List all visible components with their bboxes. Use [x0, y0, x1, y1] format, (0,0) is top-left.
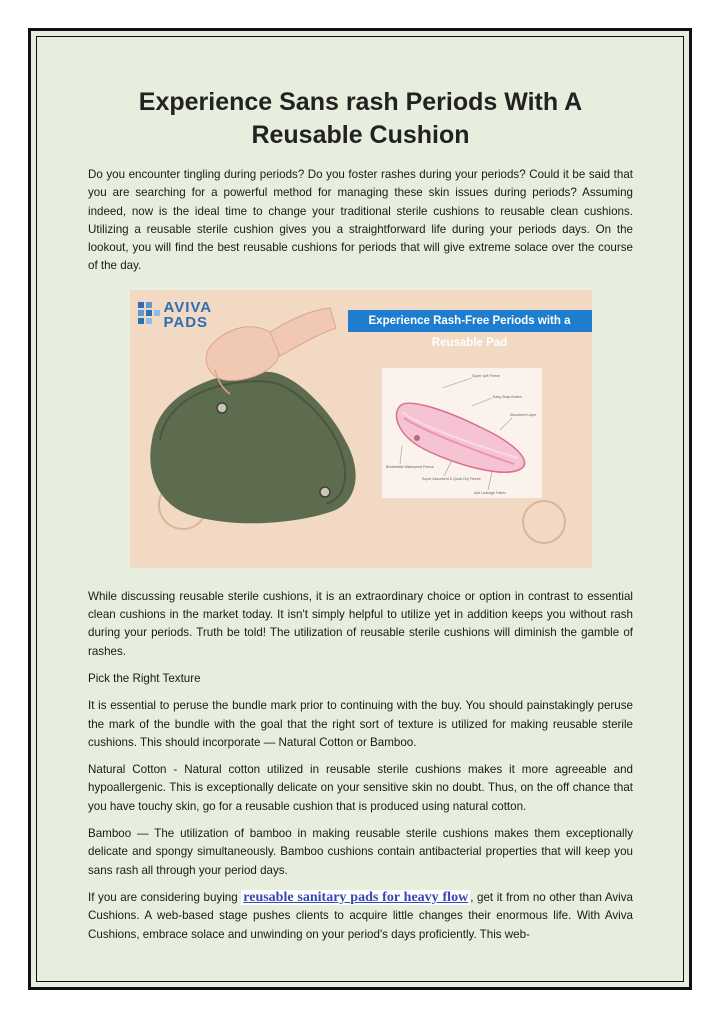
section-heading: Pick the Right Texture — [88, 671, 201, 685]
hero-banner: Experience Rash-Free Periods with a Reusable Pad — [348, 310, 592, 332]
logo-squares-icon — [138, 302, 160, 332]
pad-layers-diagram — [382, 368, 542, 498]
decorative-circle — [522, 500, 566, 544]
aviva-pads-logo — [138, 300, 224, 334]
closing-paragraph — [88, 889, 633, 944]
product-link[interactable]: reusable sanitary pads for heavy flow — [243, 889, 469, 905]
document-content — [88, 86, 633, 953]
closing-text-start: If you are considering buying — [88, 890, 242, 904]
diagram-label: Absorbent Layer — [509, 412, 536, 417]
body-paragraph: It is essential to peruse the bundle mark prior to continuing with the buy. You should painstakingly peruse the mark of the bundle with the goal that the right sort of texture is utilized for making reusable sterile cushions. This should incorporate — Natural Cotton or Bamboo. — [88, 699, 633, 749]
page-title: Experience Sans rash Periods With A Reusable Cushion — [138, 88, 583, 149]
diagram-label: Anti Leakage Fabric — [473, 490, 506, 495]
closing-text-end: , get it from no other than Aviva Cushions. A web-based stage pushes clients to acquire little changes their enormous life. With Aviva Cushions, embrace solace and unwinding on your period's days proficiently. This web- — [88, 890, 633, 941]
diagram-label: Super soft Fleece — [471, 373, 500, 378]
diagram-label: Easy Snap Button — [492, 394, 522, 399]
body-paragraph: While discussing reusable sterile cushions, it is an extraordinary choice or option in contrast to essential clean cushions in the market today. It isn't simply helpful to utilize yet in addition keeps you without rash during your periods. Truth be told! The utilization of reusable sterile cushions will diminish the gamble of rashes. — [88, 589, 633, 658]
intro-paragraph: Do you encounter tingling during periods? Do you foster rashes during your periods? Could it be said that you are searching for a powerful method for managing these skin issues during periods? Assuming indeed, now is the ideal time to change your traditional sterile cushions to reusable clean cushions. Utilizing a reusable sterile cushion gives you a straightforward life during your periods days. On the lookout, you will find the best reusable cushions for periods that will give extreme solace over the course of the day. — [88, 168, 633, 273]
logo-text-line2: PADS — [163, 313, 209, 331]
body-paragraph: Bamboo — The utilization of bamboo in making reusable sterile cushions makes them exceptionally delicate and spongy simultaneously. Bamboo cushions contain antibacterial properties that will keep you sans rash all through your period days. — [88, 827, 633, 877]
hero-image — [130, 290, 592, 568]
logo-text-line1: AVIVA — [163, 298, 213, 316]
diagram-label: Breathable Waterproof Fleece — [385, 464, 434, 469]
diagram-label: Super Absorbent & Quick Dry Fleece — [421, 476, 481, 481]
body-paragraph: Natural Cotton - Natural cotton utilized in reusable sterile cushions makes it more agreeable and hypoallergenic. This is exceptionally delicate on your sensitive skin no doubt. Thus, on the off chance that you have touchy skin, go for a reusable cushion that is produced using natural cotton. — [88, 763, 633, 813]
